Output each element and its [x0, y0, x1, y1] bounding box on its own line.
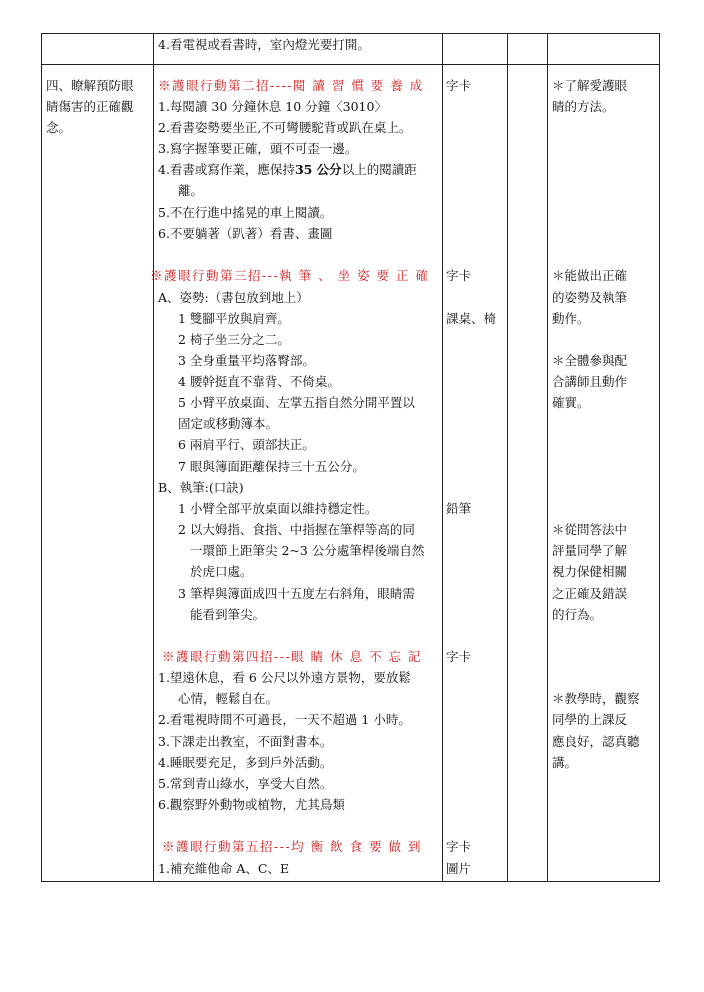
top-row-item-4: 4.看電視或看書時，室內燈光要打開。	[158, 37, 370, 52]
table-border-right	[659, 33, 660, 882]
s3-b-item-3-cont: 能看到筆尖。	[190, 607, 266, 622]
s3-assess2-line-2: 合講師且動作	[552, 374, 628, 389]
table-border-bottom	[41, 881, 660, 882]
s3-assess2-line-1: ＊全體參與配	[552, 353, 628, 368]
s4-assessment-3: 應良好，認真聽	[552, 734, 640, 749]
s4-item-1: 1.望遠休息，看 6 公尺以外遠方景物，要放鬆	[158, 670, 411, 685]
column-divider-4	[547, 33, 548, 882]
s2-resource: 字卡	[446, 78, 472, 93]
s2-item-2: 2.看書姿勢要坐正,不可彎腰駝背或趴在桌上。	[158, 120, 412, 135]
objective-line-3: 念。	[46, 120, 72, 135]
s3-assess1-line-2: 的姿勢及執筆	[552, 290, 628, 305]
table-border-top	[41, 33, 660, 34]
section-5-title: ※護眼行動第五招---均 衡 飲 食 要 做 到	[162, 839, 423, 854]
s4-item-1-cont: 心情，輕鬆自在。	[178, 691, 279, 706]
s3-a-heading: A、姿勢:（書包放到地上）	[158, 290, 309, 305]
s2-item-4-bold: 35 公分	[294, 162, 342, 177]
s3-b-item-1: 1 小臂全部平放桌面以維持穩定性。	[178, 501, 378, 516]
s4-item-6: 6.觀察野外動物或植物，尤其鳥類	[158, 797, 345, 812]
s3-b-item-3: 3 筆桿與簿面成四十五度左右斜角，眼睛需	[178, 586, 415, 601]
s2-item-4-pre: 4.看書或寫作業，應保持	[158, 162, 295, 177]
s3-b-item-2-cont-2: 於虎口處。	[190, 564, 253, 579]
s3-b-heading: B、執筆:(口訣)	[158, 480, 244, 495]
s3-assess3-line-4: 之正確及錯誤	[552, 586, 628, 601]
s3-a-item-5: 5 小臂平放桌面、左掌五指自然分開平置以	[178, 395, 415, 410]
s3-assess2-line-3: 確實。	[552, 395, 590, 410]
s3-resource-desk-chair: 課桌、椅	[446, 311, 497, 326]
s2-item-3: 3.寫字握筆要正確，頭不可歪一邊。	[158, 141, 358, 156]
s3-resource-pencil: 鉛筆	[446, 501, 472, 516]
objective-line-1: 四、瞭解預防眼	[46, 78, 134, 93]
s3-b-item-2: 2 以大姆指、食指、中指握在筆桿等高的同	[178, 522, 415, 537]
s4-resource: 字卡	[446, 649, 472, 664]
s2-item-1: 1.每閱讀 30 分鐘休息 10 分鐘〈3010〉	[158, 99, 387, 114]
column-divider-1	[153, 33, 154, 882]
s3-assess1-line-1: ＊能做出正確	[552, 268, 628, 283]
s3-assess1-line-3: 動作。	[552, 311, 590, 326]
section-4-title: ※護眼行動第四招---眼 睛 休 息 不 忘 記	[162, 649, 423, 664]
column-divider-3	[507, 33, 508, 882]
s2-item-6: 6.不要躺著（趴著）看書、畫圖	[158, 226, 333, 241]
s3-assess3-line-2: 評量同學了解	[552, 543, 628, 558]
s2-item-5: 5.不在行進中搖晃的車上閱讀。	[158, 205, 333, 220]
s4-assessment-4: 講。	[552, 755, 578, 770]
table-border-left	[41, 33, 42, 882]
s3-b-item-2-cont-1: 一環節上距筆尖 2~3 公分處筆桿後端自然	[190, 543, 425, 558]
s4-item-3: 3.下課走出教室，不面對書本。	[158, 734, 333, 749]
s4-assessment-2: 同學的上課反	[552, 712, 628, 727]
s3-assess3-line-1: ＊從問答法中	[552, 522, 628, 537]
s5-item-1: 1.補充維他命 A、C、E	[158, 861, 290, 876]
s3-assess3-line-3: 視力保健相關	[552, 564, 628, 579]
s5-resource-pictures: 圖片	[446, 861, 472, 876]
s3-resource-cards: 字卡	[446, 268, 472, 283]
s3-a-item-7: 7 眼與簿面距離保持三十五公分。	[178, 459, 365, 474]
s3-a-item-3: 3 全身重量平均落臀部。	[178, 353, 315, 368]
s5-resource-cards: 字卡	[446, 839, 472, 854]
s2-item-4-cont: 離。	[178, 183, 204, 198]
column-divider-2	[442, 33, 443, 882]
s4-item-2: 2.看電視時間不可過長，一天不超過 1 小時。	[158, 712, 411, 727]
s3-a-item-6: 6 兩肩平行、頭部扶正。	[178, 437, 315, 452]
s2-item-4	[158, 160, 417, 180]
s4-assessment-1: ＊教學時，觀察	[552, 691, 640, 706]
s2-assessment-2: 睛的方法。	[552, 99, 615, 114]
s4-item-5: 5.常到青山綠水，享受大自然。	[158, 776, 333, 791]
s3-a-item-4: 4 腰幹挺直不靠背、不倚桌。	[178, 374, 340, 389]
s3-a-item-2: 2 椅子坐三分之二。	[178, 332, 290, 347]
s3-a-item-1: 1 雙腳平放與肩齊。	[178, 311, 290, 326]
objective-line-2: 睛傷害的正確觀	[46, 99, 134, 114]
section-2-title: ※護眼行動第二招----閱 讀 習 慣 要 養 成	[158, 78, 424, 93]
s3-assess3-line-5: 的行為。	[552, 607, 603, 622]
section-3-title: ※護眼行動第三招---執 筆 、 坐 姿 要 正 確	[150, 268, 430, 283]
s4-item-4: 4.睡眠要充足，多到戶外活動。	[158, 755, 333, 770]
s2-item-4-post: 以上的閱讀距	[341, 162, 417, 177]
s3-a-item-5-cont: 固定或移動簿本。	[178, 416, 279, 431]
row-divider	[41, 64, 660, 65]
s2-assessment-1: ＊了解愛護眼	[552, 78, 628, 93]
